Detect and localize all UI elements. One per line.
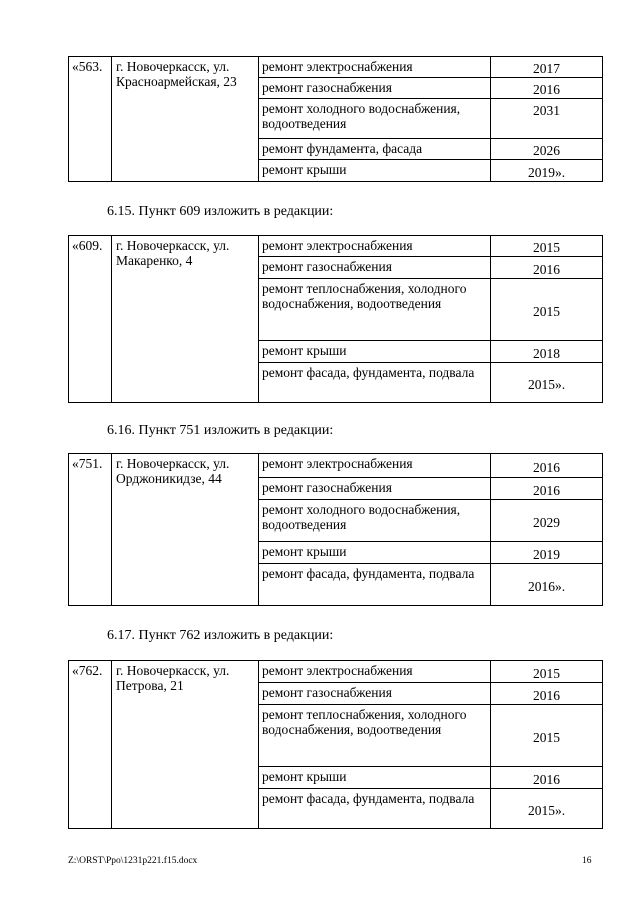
work-year: 2016 [491, 767, 603, 789]
work-year: 2016 [491, 478, 603, 500]
work-type: ремонт теплоснабжения, холодного водоснабжения, водоотведения [259, 705, 491, 767]
work-year: 2018 [491, 341, 603, 363]
work-type: ремонт электроснабжения [259, 661, 491, 683]
work-type: ремонт фасада, фундамента, подвала [259, 789, 491, 829]
work-type: ремонт крыши [259, 542, 491, 564]
work-type: ремонт газоснабжения [259, 478, 491, 500]
work-type: ремонт электроснабжения [259, 57, 491, 78]
work-year: 2015». [491, 789, 603, 829]
work-year: 2015 [491, 279, 603, 341]
work-year: 2026 [491, 139, 603, 160]
work-type: ремонт крыши [259, 341, 491, 363]
repair-table-762 [68, 660, 603, 829]
work-year: 2017 [491, 57, 603, 78]
work-type: ремонт холодного водоснабжения, водоотведения [259, 99, 491, 139]
item-number: «751. [69, 454, 112, 606]
work-year: 2016 [491, 78, 603, 99]
work-type: ремонт крыши [259, 160, 491, 182]
item-address: г. Новочеркасск, ул. Красноармейская, 23 [112, 57, 259, 182]
work-type: ремонт фундамента, фасада [259, 139, 491, 160]
repair-table-751 [68, 453, 603, 606]
work-type: ремонт фасада, фундамента, подвала [259, 564, 491, 606]
work-type: ремонт газоснабжения [259, 683, 491, 705]
work-type: ремонт крыши [259, 767, 491, 789]
work-year: 2015». [491, 363, 603, 403]
work-year: 2019». [491, 160, 603, 182]
paragraph-6-17: 6.17. Пункт 762 изложить в редакции: [107, 628, 334, 643]
footer-file-path: Z:\ORST\Ppo\1231p221.f15.docx [68, 856, 198, 866]
item-address: г. Новочеркасск, ул. Петрова, 21 [112, 661, 259, 829]
paragraph-6-16: 6.16. Пункт 751 изложить в редакции: [107, 423, 334, 438]
work-type: ремонт газоснабжения [259, 257, 491, 279]
repair-table-563 [68, 56, 603, 182]
work-year: 2019 [491, 542, 603, 564]
work-year: 2015 [491, 236, 603, 257]
repair-table-609 [68, 235, 603, 403]
work-year: 2016 [491, 257, 603, 279]
work-year: 2016». [491, 564, 603, 606]
footer-page-number: 16 [582, 856, 592, 866]
work-type: ремонт теплоснабжения, холодного водоснабжения, водоотведения [259, 279, 491, 341]
work-year: 2031 [491, 99, 603, 139]
work-year: 2016 [491, 683, 603, 705]
work-year: 2015 [491, 705, 603, 767]
work-year: 2029 [491, 500, 603, 542]
work-year: 2015 [491, 661, 603, 683]
work-type: ремонт фасада, фундамента, подвала [259, 363, 491, 403]
item-address: г. Новочеркасск, ул. Макаренко, 4 [112, 236, 259, 403]
paragraph-6-15: 6.15. Пункт 609 изложить в редакции: [107, 204, 334, 219]
item-number: «762. [69, 661, 112, 829]
work-type: ремонт электроснабжения [259, 236, 491, 257]
work-type: ремонт газоснабжения [259, 78, 491, 99]
work-year: 2016 [491, 454, 603, 478]
item-number: «563. [69, 57, 112, 182]
work-type: ремонт электроснабжения [259, 454, 491, 478]
item-number: «609. [69, 236, 112, 403]
item-address: г. Новочеркасск, ул. Орджоникидзе, 44 [112, 454, 259, 606]
work-type: ремонт холодного водоснабжения, водоотведения [259, 500, 491, 542]
